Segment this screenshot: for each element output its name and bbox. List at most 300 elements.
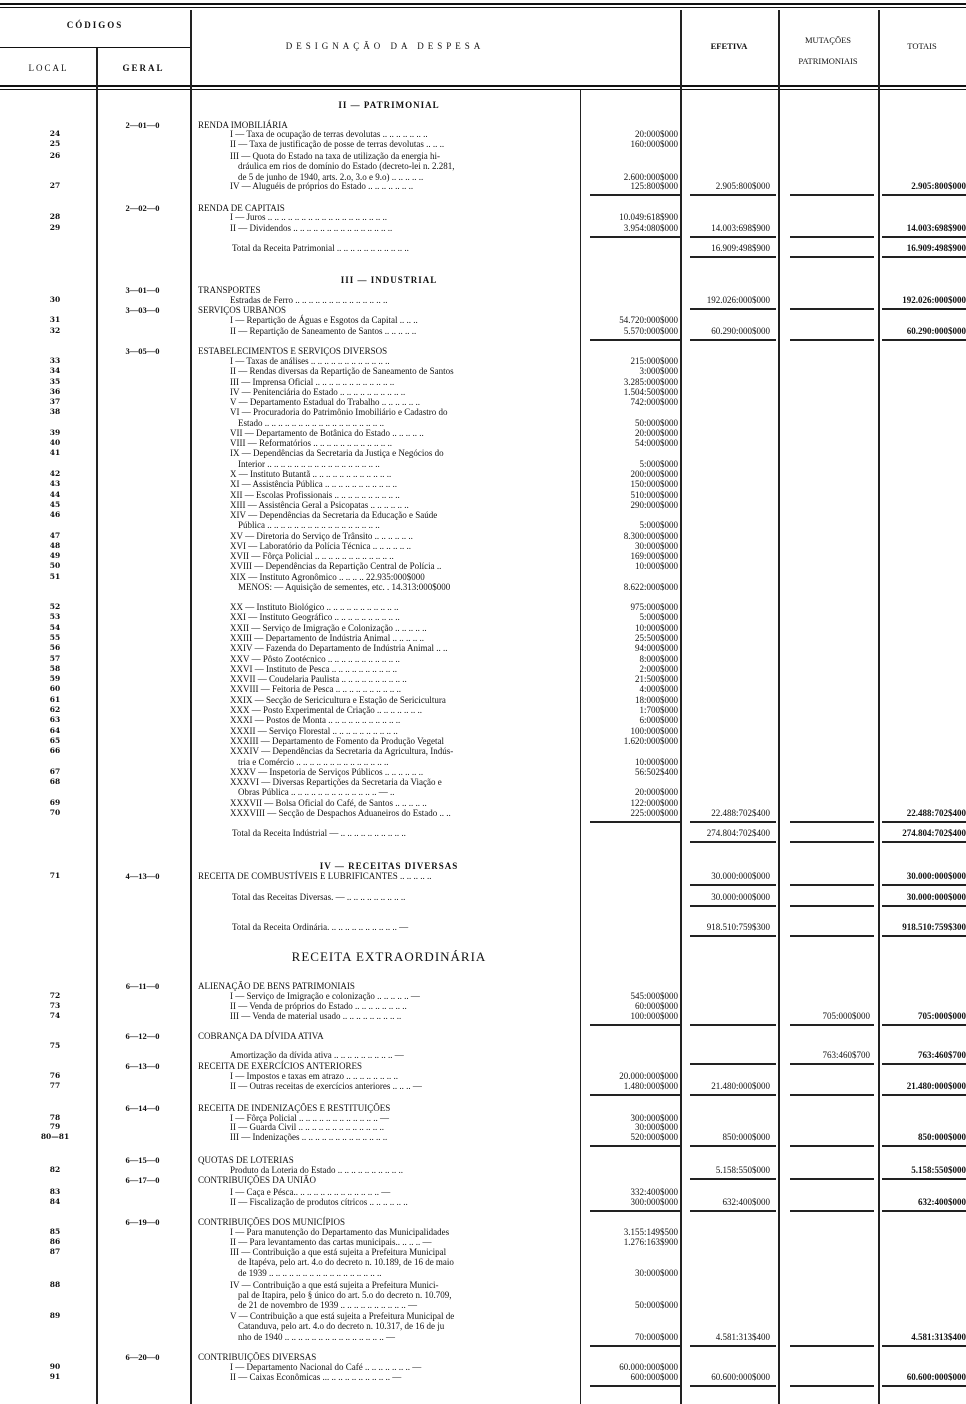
totais-value: 2.905:800$000 <box>911 181 966 191</box>
local-code: 83 <box>49 1187 61 1196</box>
local-code: 80—81 <box>40 1132 70 1141</box>
local-code: 47 <box>49 530 61 540</box>
sum-rule <box>690 236 776 238</box>
local-code: 31 <box>49 315 61 324</box>
table-row <box>0 479 966 489</box>
table-row <box>0 139 966 149</box>
local-code: 36 <box>49 386 61 396</box>
partial-value: 2:000$000 <box>639 663 678 674</box>
partial-value: 18:000$000 <box>634 694 678 705</box>
sum-rule <box>790 236 874 238</box>
table-row <box>0 1001 966 1011</box>
sum-rule <box>690 194 776 196</box>
table-row <box>0 643 966 653</box>
mutacoes-value: 763:460$700 <box>822 1050 870 1060</box>
top-rule-2 <box>0 7 966 8</box>
partial-value: 8:000$000 <box>639 653 678 664</box>
efetiva-value: 4.581:313$400 <box>715 1332 770 1342</box>
efetiva-value: 632:400$000 <box>722 1197 770 1207</box>
description: XXXIV — Dependências da Secretaria da Agricultura, Indús- <box>230 746 454 757</box>
partial-value: 600:000$000 <box>630 1372 678 1382</box>
efetiva-value: 918.510:759$300 <box>706 922 770 932</box>
table-row <box>0 510 966 520</box>
partial-value: 1.276:163$900 <box>623 1237 678 1247</box>
description: Total da Receita Patrimonial .. .. .. .. .. .. .. .. .. .. .. <box>232 243 409 253</box>
codigos-rule <box>0 47 190 48</box>
description: VII — Departamento de Botânica do Estado .. .. .. .. .. <box>230 427 424 438</box>
sum-rule <box>590 1345 680 1347</box>
sum-rule <box>790 1385 874 1387</box>
description: I — Fôrça Policial .. .. .. .. .. .. .. .. .. .. .. .. — <box>230 1113 389 1123</box>
table-row <box>0 490 966 500</box>
totais-value: 60.600:000$000 <box>906 1372 966 1382</box>
partial-value: 5:000$000 <box>639 612 678 623</box>
description: II — PATRIMONIAL <box>338 100 440 110</box>
description: I — Serviço de Imigração e colonização .. .. .. .. .. — <box>230 991 420 1001</box>
description: IV — Penitenciária do Estado .. .. .. .. .. .. .. .. .. .. <box>230 386 406 397</box>
description: Obras Pública .. .. .. .. .. .. .. .. .. .. .. .. .. — .. <box>238 787 395 798</box>
description: XXXIII — Departamento de Fomento da Produção Vegetal <box>230 735 445 746</box>
table-row <box>0 1321 966 1331</box>
description: XVII — Fôrça Policial .. .. .. .. .. .. .. .. .. .. .. .. <box>230 551 394 562</box>
table-row <box>0 377 966 387</box>
partial-value: 54.720:000$000 <box>619 315 678 325</box>
local-code: 70 <box>49 808 61 817</box>
local-code: 65 <box>49 735 61 745</box>
description: II — Venda de próprios do Estado .. .. .. .. .. .. .. .. <box>230 1001 407 1011</box>
sum-rule <box>790 1145 874 1147</box>
local-code: 35 <box>49 376 61 386</box>
description: de Itapéva, pelo art. 4.o do decreto n. 10.189, de 16 de maio <box>238 1257 454 1267</box>
totais-value: 16.909:498$900 <box>906 243 966 253</box>
geral-code: 6—11—0 <box>125 981 160 991</box>
description: XVIII — Dependências da Repartição Central de Polícia .. <box>230 561 442 572</box>
table-row <box>0 736 966 746</box>
table-row <box>0 1300 966 1310</box>
table-row <box>0 181 966 191</box>
description: Produto da Loteria do Estado .. .. .. .. .. .. .. .. .. .. <box>230 1165 403 1175</box>
description: tria e Comércio .. .. .. .. .. .. .. .. .. .. .. .. .. .. <box>238 756 389 767</box>
table-row <box>0 1311 966 1321</box>
sum-rule <box>790 935 874 937</box>
sum-rule <box>590 1024 680 1026</box>
local-code: 67 <box>49 766 61 776</box>
local-code: 44 <box>49 489 61 499</box>
description: XI — Assistência Pública .. .. .. .. .. .. .. .. .. .. .. <box>230 479 397 490</box>
header-codigos: CÓDIGOS <box>66 20 124 30</box>
header-local: LOCAL <box>28 63 69 73</box>
sum-rule <box>790 905 874 907</box>
description: CONTRIBUIÇÕES DIVERSAS <box>198 1352 317 1362</box>
local-code: 61 <box>49 694 61 704</box>
table-row <box>0 1061 966 1071</box>
totais-value: 274.804:702$400 <box>902 828 966 838</box>
table-row <box>0 428 966 438</box>
description: de 21 de novembro de 1939 .. .. .. .. .. .. .. .. .. .. — <box>238 1300 417 1310</box>
partial-value: 125:800$000 <box>630 181 678 191</box>
sum-rule <box>590 1145 680 1147</box>
sum-rule <box>790 1024 874 1026</box>
description: TRANSPORTES <box>198 285 261 295</box>
table-row <box>0 623 966 633</box>
description: XXIX — Secção de Sericicultura e Estação de Sericicultura <box>230 694 446 705</box>
description: III — Indenizações .. .. .. .. .. .. .. .. .. .. .. .. .. <box>230 1132 388 1142</box>
geral-code: 3—03—0 <box>125 305 160 315</box>
table-row <box>0 981 966 991</box>
table-row <box>0 551 966 561</box>
sum-rule <box>790 841 874 843</box>
table-row <box>0 695 966 705</box>
description: Estradas de Ferro .. .. .. .. .. .. .. .. .. .. .. .. .. .. <box>230 295 388 305</box>
header-efetiva: EFETIVA <box>710 41 748 51</box>
partial-value: 60.000:000$000 <box>619 1362 678 1372</box>
top-rule <box>0 3 966 5</box>
local-code: 76 <box>49 1071 61 1080</box>
description: II — Taxa de justificação de posse de terras devolutas .. .. .. <box>230 139 445 149</box>
table-row <box>0 418 966 428</box>
local-code: 74 <box>49 1011 61 1020</box>
table-row <box>0 777 966 787</box>
table-row <box>0 212 966 222</box>
table-row <box>0 746 966 756</box>
totais-value: 30.000:000$000 <box>906 871 966 881</box>
totais-value: 705:000$000 <box>918 1011 966 1021</box>
partial-value: 1.620:000$000 <box>623 735 678 746</box>
local-code: 55 <box>49 632 61 642</box>
local-code: 48 <box>49 540 61 550</box>
description: Interior .. .. .. .. .. .. .. .. .. .. .. .. .. .. .. .. .. <box>238 458 380 469</box>
sum-rule <box>690 841 776 843</box>
totais-value: 4.581:313$400 <box>911 1332 966 1342</box>
table-row <box>0 1071 966 1081</box>
sum-rule <box>590 1094 680 1096</box>
totais-value: 14.003:698$900 <box>906 223 966 233</box>
partial-value: 742:000$000 <box>630 397 678 408</box>
description: XX — Instituto Biológico .. .. .. .. .. .. .. .. .. .. .. <box>230 602 399 612</box>
description: COBRANÇA DA DÍVIDA ATIVA <box>198 1031 324 1041</box>
local-code: 66 <box>49 746 61 756</box>
partial-value: 300:000$000 <box>630 1197 678 1207</box>
totais-value: 763:460$700 <box>918 1050 966 1060</box>
table-row <box>0 757 966 767</box>
local-code: 82 <box>49 1165 61 1174</box>
partial-value: 1:700$000 <box>639 705 678 715</box>
table-row <box>0 1352 966 1362</box>
partial-value: 100:000$000 <box>630 725 678 736</box>
partial-value: 10.049:618$900 <box>619 212 678 222</box>
description: XXXII — Serviço Florestal .. .. .. .. .. .. .. .. .. .. <box>230 725 398 736</box>
description: XXXI — Postos de Monta .. .. .. .. .. .. .. .. .. .. .. <box>230 715 401 726</box>
local-code: 89 <box>49 1311 61 1320</box>
sum-rule <box>690 1210 776 1212</box>
sum-rule <box>790 1210 874 1212</box>
totais-value: 22.488:702$400 <box>906 808 966 818</box>
sum-rule <box>690 1024 776 1026</box>
sum-rule <box>882 841 966 843</box>
efetiva-value: 30.000:000$000 <box>711 892 770 902</box>
table-row <box>0 705 966 715</box>
table-row <box>0 1268 966 1278</box>
partial-value: 6:000$000 <box>639 715 678 726</box>
totais-value: 192.026:000$000 <box>902 295 966 305</box>
local-code: 62 <box>49 705 61 714</box>
local-code: 33 <box>49 356 61 365</box>
table-row <box>0 633 966 643</box>
sum-rule <box>882 194 966 196</box>
local-code: 77 <box>49 1081 61 1090</box>
partial-value: 70:000$000 <box>634 1332 678 1342</box>
sum-rule <box>690 339 776 341</box>
description: Estado .. .. .. .. .. .. .. .. .. .. .. .. .. .. .. .. .. .. <box>238 417 384 428</box>
efetiva-value: 850:000$000 <box>722 1132 770 1142</box>
sum-rule <box>690 1385 776 1387</box>
mutacoes-value: 705:000$000 <box>822 1011 870 1021</box>
table-row <box>0 397 966 407</box>
table-row <box>0 1187 966 1197</box>
description: I — Para manutenção do Departamento das Municipalidades <box>230 1227 450 1237</box>
table-row <box>0 1155 966 1165</box>
sum-rule <box>882 1345 966 1347</box>
table-row <box>0 1197 966 1207</box>
description: II — Rendas diversas da Repartição de Saneamento de Santos <box>230 366 454 377</box>
local-code: 88 <box>49 1280 61 1289</box>
partial-value: 200:000$000 <box>630 468 678 479</box>
table-row <box>0 448 966 458</box>
local-code: 52 <box>49 602 61 611</box>
partial-value: 20:000$000 <box>634 787 678 798</box>
efetiva-value: 30.000:000$000 <box>711 871 770 881</box>
geral-code: 6—14—0 <box>125 1103 160 1113</box>
local-code: 32 <box>49 326 61 335</box>
efetiva-value: 60.600:000$000 <box>711 1372 770 1382</box>
partial-value: 100:000$000 <box>630 1011 678 1021</box>
table-row <box>0 407 966 417</box>
local-code: 73 <box>49 1001 61 1010</box>
sum-rule <box>690 905 776 907</box>
description: IV — RECEITAS DIVERSAS <box>319 861 459 871</box>
efetiva-value: 2.905:800$000 <box>715 181 770 191</box>
table-row <box>0 356 966 366</box>
table-row <box>0 366 966 376</box>
sum-rule <box>790 884 874 886</box>
sum-rule <box>882 236 966 238</box>
description: II — Para levantamento das cartas municipais.. .. .. .. — <box>230 1237 432 1247</box>
description: I — Taxa de ocupação de terras devolutas .. .. .. .. .. .. .. <box>230 129 428 139</box>
geral-code: 2—02—0 <box>125 203 160 213</box>
sum-rule <box>590 1385 680 1387</box>
local-code: 56 <box>49 643 61 653</box>
partial-value: 1.480:000$000 <box>623 1081 678 1091</box>
totais-value: 30.000:000$000 <box>906 892 966 902</box>
description: I — Repartição de Águas e Esgotos da Capital .. .. .. <box>230 315 418 325</box>
local-code: 25 <box>49 139 61 148</box>
description: II — Caixas Econômicas ... .. .. .. .. .. .. .. .. .. — <box>230 1372 402 1382</box>
partial-value: 8.300:000$000 <box>623 530 678 541</box>
description: XXII — Serviço de Imigração e Colonização .. .. .. .. .. <box>230 622 427 633</box>
table-row <box>0 1175 966 1185</box>
local-code: 85 <box>49 1227 61 1236</box>
table-row <box>0 582 966 592</box>
local-code: 84 <box>49 1197 61 1206</box>
description: ALIENAÇÃO DE BENS PATRIMONIAIS <box>198 981 355 991</box>
header-geral: GERAL <box>122 63 165 73</box>
table-row <box>0 500 966 510</box>
sum-rule <box>690 935 776 937</box>
sum-rule <box>882 1094 966 1096</box>
local-code: 26 <box>49 151 61 160</box>
table-row <box>0 798 966 808</box>
local-code: 45 <box>49 499 61 509</box>
table-row <box>0 1103 966 1113</box>
local-code: 29 <box>49 223 61 232</box>
sum-rule <box>790 256 874 258</box>
partial-value: 30:000$000 <box>634 1268 678 1278</box>
partial-value: 520:000$000 <box>630 1132 678 1142</box>
table-row <box>0 129 966 139</box>
sum-rule <box>882 1145 966 1147</box>
efetiva-value: 22.488:702$400 <box>711 808 770 818</box>
partial-value: 332:400$000 <box>630 1187 678 1197</box>
local-code: 91 <box>49 1372 61 1381</box>
geral-code: 6—19—0 <box>125 1217 160 1227</box>
description: CONTRIBUIÇÕES DOS MUNICÍPIOS <box>198 1217 346 1227</box>
description: XXIV — Fazenda do Departamento de Indústria Animal .. .. <box>230 643 448 654</box>
description: XII — Escolas Profissionais .. .. .. .. .. .. .. .. .. .. <box>230 489 400 500</box>
table-row <box>0 223 966 233</box>
description: XXV — Pôsto Zootécnico .. .. .. .. .. .. .. .. .. .. .. <box>230 653 400 664</box>
table-row <box>0 387 966 397</box>
table-row <box>0 871 966 881</box>
local-code: 24 <box>49 129 61 138</box>
table-row <box>0 295 966 305</box>
local-code: 87 <box>49 1247 61 1256</box>
header-designacao: DESIGNAÇÃO DA DESPESA <box>285 41 485 51</box>
local-code: 38 <box>49 407 61 417</box>
description: dráulica em rios de domínio do Estado (decreto-lei n. 2.281, <box>238 161 455 171</box>
table-row <box>0 1165 966 1175</box>
description: III — Imprensa Oficial .. .. .. .. .. .. .. .. .. .. .. .. <box>230 376 395 387</box>
table-row <box>0 346 966 356</box>
description: II — Guarda Civil .. .. .. .. .. .. .. .. .. .. .. .. .. <box>230 1122 384 1132</box>
description: XXIII — Departamento de Indústria Animal .. .. .. .. .. <box>230 632 424 643</box>
partial-value: 10:000$000 <box>634 561 678 572</box>
description: I — Caça e Pésca.. .. .. .. .. .. .. .. .. .. .. .. .. — <box>230 1187 391 1197</box>
geral-code: 6—13—0 <box>125 1061 160 1071</box>
description: IX — Dependências da Secretaria da Justiça e Negócios do <box>230 448 444 459</box>
table-row <box>0 1011 966 1021</box>
description: XV — Diretoria do Serviço de Trânsito .. .. .. .. .. .. <box>230 530 413 541</box>
description: III — Contribuição a que está sujeita a Prefeitura Municipal <box>230 1247 447 1257</box>
partial-value: 3:000$000 <box>639 366 678 377</box>
partial-value: 215:000$000 <box>630 356 678 366</box>
total-row <box>0 922 966 932</box>
table-row <box>0 469 966 479</box>
description: XVI — Laboratório da Polícia Técnica .. .. .. .. .. .. <box>230 540 412 551</box>
table-row <box>0 654 966 664</box>
description: Total das Receitas Diversas. — .. .. .. .. .. .. .. .. .. <box>232 892 406 902</box>
sum-rule <box>590 821 680 823</box>
local-code: 43 <box>49 479 61 489</box>
table-row <box>0 1122 966 1132</box>
description: I — Juros .. .. .. .. .. .. .. .. .. .. .. .. .. .. .. .. .. .. <box>230 212 387 222</box>
local-code: 39 <box>49 427 61 437</box>
partial-value: 50:000$000 <box>634 417 678 428</box>
partial-value: 21:500$000 <box>634 674 678 685</box>
section-heading <box>0 275 966 285</box>
partial-value: 3.285:000$000 <box>623 376 678 387</box>
local-code: 90 <box>49 1362 61 1371</box>
sum-rule <box>590 339 680 341</box>
description: V — Departamento Estadual do Trabalho .. .. .. .. .. .. <box>230 397 421 408</box>
description: XXVII — Coudelaria Paulista .. .. .. .. .. .. .. .. .. .. <box>230 674 407 685</box>
table-row <box>0 664 966 674</box>
totais-value: 60.290:000$000 <box>906 326 966 336</box>
description: SERVIÇOS URBANOS <box>198 305 287 315</box>
partial-value: 30:000$000 <box>634 1122 678 1132</box>
local-code: 46 <box>49 510 61 520</box>
section-heading <box>0 100 966 110</box>
description: Amortização da dívida ativa .. .. .. .. .. .. .. .. .. — <box>230 1050 404 1060</box>
description: IV — Contribuição a que está sujeita a Prefeitura Munici- <box>230 1280 439 1290</box>
efetiva-value: 274.804:702$400 <box>706 828 770 838</box>
local-code: 34 <box>49 366 61 376</box>
table-row <box>0 602 966 612</box>
header-bottom-rule <box>0 85 966 87</box>
efetiva-value: 16.909:498$900 <box>711 243 770 253</box>
table-row <box>0 674 966 684</box>
partial-value: 50:000$000 <box>634 1300 678 1310</box>
local-code: 51 <box>49 571 61 581</box>
description: MENOS: — Aquisição de sementes, etc. . 14.313:000$000 <box>238 581 451 592</box>
table-row <box>0 459 966 469</box>
table-row <box>0 1247 966 1257</box>
partial-value: 60:000$000 <box>634 1001 678 1011</box>
partial-value: 122:000$000 <box>630 797 678 808</box>
table-row <box>0 787 966 797</box>
description: QUOTAS DE LOTERIAS <box>198 1155 294 1165</box>
table-row <box>0 438 966 448</box>
table-row <box>0 531 966 541</box>
partial-value: 10:000$000 <box>634 622 678 633</box>
table-row <box>0 305 966 315</box>
description: III — INDUSTRIAL <box>340 275 438 285</box>
geral-code: 6—15—0 <box>125 1155 160 1165</box>
table-row <box>0 1372 966 1382</box>
description: XIII — Assistência Geral a Psicopatas .. .. .. .. .. .. <box>230 499 409 510</box>
local-code: 50 <box>49 561 61 571</box>
table-row <box>0 285 966 295</box>
table-row <box>0 1031 966 1041</box>
efetiva-value: 14.003:698$900 <box>711 223 770 233</box>
description: XXXVIII — Secção de Despachos Aduaneiros do Estado .. .. <box>230 808 451 818</box>
local-code: 28 <box>49 212 61 221</box>
table-row <box>0 1227 966 1237</box>
description: Total da Receita Ordinária. .. .. .. .. .. .. .. .. .. .. — <box>232 922 409 932</box>
geral-code: 6—17—0 <box>125 1175 160 1185</box>
partial-value: 5:000$000 <box>639 458 678 469</box>
sum-rule <box>790 1094 874 1096</box>
partial-value: 545:000$000 <box>630 991 678 1001</box>
partial-value: 169:000$000 <box>630 551 678 562</box>
partial-value: 20.000:000$000 <box>619 1071 678 1081</box>
description: nho de 1940 .. .. .. .. .. .. .. .. .. .. .. .. .. .. .. — <box>238 1332 395 1342</box>
description: de 1939 .. .. .. .. .. .. .. .. .. .. .. .. .. .. .. .. .. <box>238 1268 382 1278</box>
table-row <box>0 1217 966 1227</box>
partial-value: 225:000$000 <box>630 808 678 818</box>
sum-rule <box>790 1345 874 1347</box>
sum-rule <box>882 1385 966 1387</box>
description: XXXVI — Diversas Repartições da Secretaria da Viação e <box>230 777 442 788</box>
